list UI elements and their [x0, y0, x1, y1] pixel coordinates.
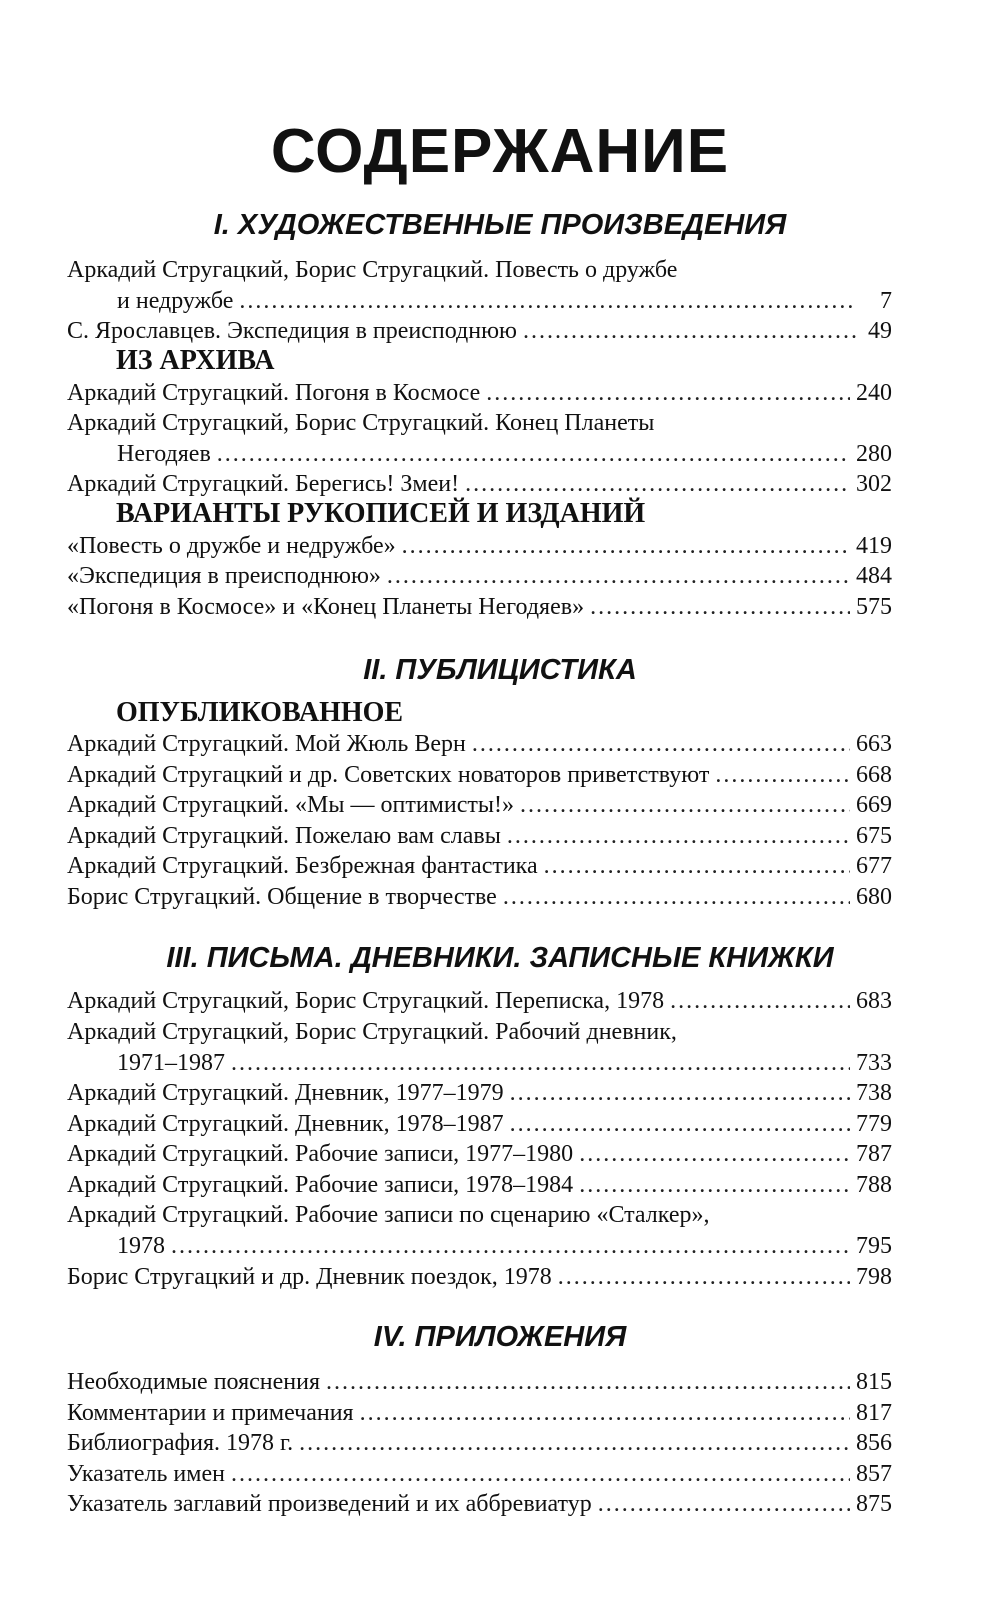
toc-entry[interactable] — [67, 531, 892, 562]
toc-entry-page: 788 — [856, 1172, 892, 1198]
toc-entry[interactable] — [67, 729, 892, 760]
toc-entry-title: Указатель заглавий произведений и их аббревиатур — [67, 1491, 592, 1517]
toc-entry[interactable] — [67, 408, 892, 470]
toc-entry-title: Указатель имен — [67, 1461, 225, 1487]
dot-leader — [579, 1139, 850, 1170]
toc-entry-page: 240 — [856, 380, 892, 406]
toc-entry-page: 7 — [880, 288, 892, 314]
toc-entry-title: Борис Стругацкий. Общение в творчестве — [67, 884, 497, 910]
dot-leader — [387, 561, 850, 592]
toc-entry-page: 663 — [856, 731, 892, 757]
toc-entry[interactable] — [67, 882, 892, 913]
dot-leader — [326, 1367, 850, 1398]
toc-entry-page: 798 — [856, 1264, 892, 1290]
toc-entry-title: Аркадий Стругацкий. Мой Жюль Верн — [67, 731, 466, 757]
subsection-heading-variants: ВАРИАНТЫ РУКОПИСЕЙ И ИЗДАНИЙ — [116, 498, 646, 529]
toc-entry-title: Аркадий Стругацкий. «Мы — оптимисты!» — [67, 792, 514, 818]
toc-entry-page: 280 — [856, 441, 892, 467]
toc-entry-title: Аркадий Стругацкий. Рабочие записи, 1978–1984 — [67, 1172, 574, 1198]
toc-entry-page: 795 — [856, 1233, 892, 1259]
toc-entry-page: 857 — [856, 1461, 892, 1487]
toc-entry[interactable] — [67, 1428, 892, 1459]
toc-entry-page: 419 — [856, 533, 892, 559]
dot-leader — [558, 1262, 850, 1293]
toc-entry-title-line1: Аркадий Стругацкий. Рабочие записи по сценарию «Сталкер», — [67, 1202, 710, 1228]
toc-entry[interactable] — [67, 561, 892, 592]
toc-entry[interactable] — [67, 760, 892, 791]
toc-entry-page: 779 — [856, 1111, 892, 1137]
toc-entry-title: Аркадий Стругацкий. Берегись! Змеи! — [67, 471, 460, 497]
toc-entry-title: «Погоня в Космосе» и «Конец Планеты Негодяев» — [67, 594, 585, 620]
toc-entry[interactable] — [67, 255, 892, 317]
dot-leader — [402, 531, 850, 562]
toc-entry-title: Аркадий Стругацкий, Борис Стругацкий. Переписка, 1978 — [67, 988, 665, 1014]
dot-leader — [523, 316, 856, 347]
dot-leader — [590, 592, 850, 623]
toc-entry-title: Аркадий Стругацкий. Пожелаю вам славы — [67, 823, 501, 849]
toc-entry[interactable] — [67, 1170, 892, 1201]
dot-leader — [231, 1048, 850, 1079]
dot-leader — [503, 882, 850, 913]
dot-leader — [299, 1428, 850, 1459]
toc-entry-page: 669 — [856, 792, 892, 818]
toc-entry-page: 815 — [856, 1369, 892, 1395]
toc-entry-page: 683 — [856, 988, 892, 1014]
subsection-heading-archive: ИЗ АРХИВА — [116, 345, 275, 376]
section-heading-publicistics: II. ПУБЛИЦИСТИКА — [363, 654, 637, 686]
toc-entry-title: Аркадий Стругацкий. Дневник, 1978–1987 — [67, 1111, 504, 1137]
toc-entry[interactable] — [67, 1489, 892, 1520]
toc-entry-page: 675 — [856, 823, 892, 849]
dot-leader — [715, 760, 850, 791]
page-title: СОДЕРЖАНИЕ — [270, 117, 730, 186]
toc-entry[interactable] — [67, 316, 892, 347]
toc-entry-page: 677 — [856, 853, 892, 879]
toc-entry-page: 680 — [856, 884, 892, 910]
toc-entry[interactable] — [67, 790, 892, 821]
dot-leader — [670, 986, 850, 1017]
dot-leader — [579, 1170, 850, 1201]
toc-entry[interactable] — [67, 378, 892, 409]
subsection-heading-published: ОПУБЛИКОВАННОЕ — [116, 697, 404, 728]
toc-entry-title: Комментарии и примечания — [67, 1400, 354, 1426]
toc-entry-title-line1: Аркадий Стругацкий, Борис Стругацкий. Рабочий дневник, — [67, 1019, 677, 1045]
dot-leader — [465, 469, 850, 500]
toc-entry-title: Библиография. 1978 г. — [67, 1430, 294, 1456]
dot-leader — [171, 1231, 850, 1262]
toc-entry-title: Аркадий Стругацкий и др. Советских новаторов приветствуют — [67, 762, 710, 788]
toc-entry-title: Аркадий Стругацкий. Дневник, 1977–1979 — [67, 1080, 504, 1106]
section-heading-fiction: I. ХУДОЖЕСТВЕННЫЕ ПРОИЗВЕДЕНИЯ — [213, 209, 787, 241]
toc-entry-page: 668 — [856, 762, 892, 788]
toc-entry-title-line1: Аркадий Стругацкий, Борис Стругацкий. Повесть о дружбе — [67, 257, 678, 283]
toc-entry[interactable] — [67, 1262, 892, 1293]
dot-leader — [360, 1398, 850, 1429]
dot-leader — [507, 821, 850, 852]
dot-leader — [217, 439, 850, 470]
toc-entry-title: «Экспедиция в преисподнюю» — [67, 563, 381, 589]
toc-entry-title: Борис Стругацкий и др. Дневник поездок, 1978 — [67, 1264, 552, 1290]
toc-entry[interactable] — [67, 851, 892, 882]
toc-entry-page: 787 — [856, 1141, 892, 1167]
toc-entry[interactable] — [67, 1367, 892, 1398]
section-heading-letters: III. ПИСЬМА. ДНЕВНИКИ. ЗАПИСНЫЕ КНИЖКИ — [166, 942, 834, 974]
toc-entry-page: 738 — [856, 1080, 892, 1106]
toc-entry[interactable] — [67, 469, 892, 500]
dot-leader — [598, 1489, 850, 1520]
toc-entry-page: 817 — [856, 1400, 892, 1426]
toc-entry-page: 856 — [856, 1430, 892, 1456]
toc-entry-title: 1971–1987 — [117, 1050, 225, 1076]
toc-entry[interactable] — [67, 1200, 892, 1262]
toc-entry-page: 484 — [856, 563, 892, 589]
toc-entry-page: 302 — [856, 471, 892, 497]
dot-leader — [231, 1459, 850, 1490]
toc-entry-title: «Повесть о дружбе и недружбе» — [67, 533, 396, 559]
dot-leader — [239, 286, 856, 317]
toc-entry[interactable] — [67, 1078, 892, 1109]
toc-entry-title: Негодяев — [117, 441, 211, 467]
toc-entry[interactable] — [67, 1139, 892, 1170]
toc-entry[interactable] — [67, 592, 892, 623]
toc-entry-page: 875 — [856, 1491, 892, 1517]
toc-entry-title: 1978 — [117, 1233, 165, 1259]
toc-entry[interactable] — [67, 1459, 892, 1490]
dot-leader — [510, 1078, 850, 1109]
toc-entry-title: С. Ярославцев. Экспедиция в преисподнюю — [67, 318, 517, 344]
toc-entry-page: 49 — [868, 318, 892, 344]
dot-leader — [520, 790, 850, 821]
section-heading-appendices: IV. ПРИЛОЖЕНИЯ — [373, 1321, 627, 1353]
dot-leader — [544, 851, 850, 882]
toc-entry-page: 575 — [856, 594, 892, 620]
toc-entry-title: Необходимые пояснения — [67, 1369, 320, 1395]
toc-entry[interactable] — [67, 986, 892, 1017]
dot-leader — [486, 378, 850, 409]
toc-entry-title: и недружбе — [117, 288, 234, 314]
toc-entry[interactable] — [67, 1109, 892, 1140]
dot-leader — [472, 729, 850, 760]
toc-entry-title: Аркадий Стругацкий. Погоня в Космосе — [67, 380, 481, 406]
toc-entry[interactable] — [67, 1398, 892, 1429]
toc-entry-title: Аркадий Стругацкий. Безбрежная фантастика — [67, 853, 538, 879]
dot-leader — [510, 1109, 850, 1140]
toc-entry[interactable] — [67, 821, 892, 852]
toc-entry-page: 733 — [856, 1050, 892, 1076]
toc-entry-title: Аркадий Стругацкий. Рабочие записи, 1977–1980 — [67, 1141, 574, 1167]
toc-entry[interactable] — [67, 1017, 892, 1079]
toc-entry-title-line1: Аркадий Стругацкий, Борис Стругацкий. Конец Планеты — [67, 410, 655, 436]
